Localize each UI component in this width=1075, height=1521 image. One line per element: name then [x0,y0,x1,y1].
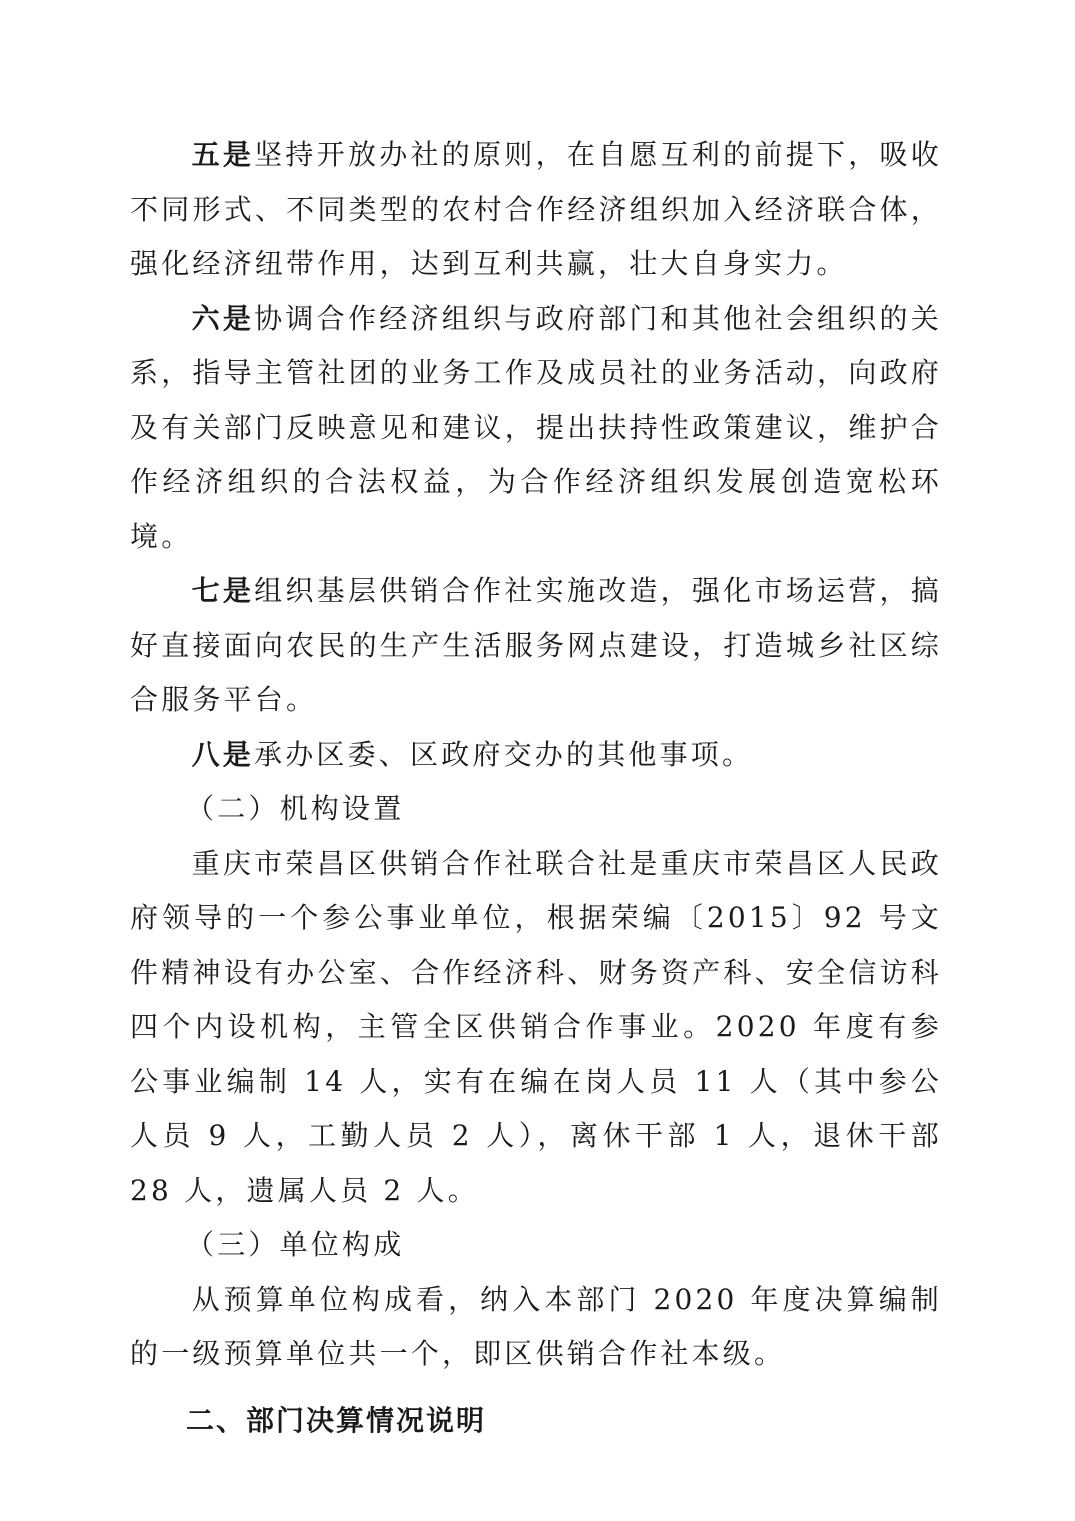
duty-item-6-text: 协调合作经济组织与政府部门和其他社会组织的关系，指导主管社团的业务工作及成员社的业务活动，向政府及有关部门反映意见和建议，提出扶持性政策建议，维护合作经济组织的合法权益，为合作经济组织发展创造宽松环境。 [130,301,942,553]
duty-item-8-lead: 八是 [191,737,254,771]
duty-item-7-lead: 七是 [191,574,255,607]
duty-item-5-lead: 五是 [191,138,255,171]
section-units-text: 从预算单位构成看，纳入本部门 2020 年度决算编制的一级预算单位共一个，即区供销合作社本级。 [130,1282,942,1370]
section-two-heading: 二、部门决算情况说明 [186,1403,487,1437]
section-org-text: 重庆市荣昌区供销合作社联合社是重庆市荣昌区人民政府领导的一个参公事业单位，根据荣编〔2015〕92 号文件精神设有办公室、合作经济科、财务资产科、安全信访科四个内设机构，主管全区供销合作事业。2020 年度有参公事业编制 14 人，实有在编在岗人员 11 人（其中参公人员 9 人，工勤人员 2 人），离休干部 1 人，退休干部 28 人，遗属人员 2 人。 [130,846,942,1207]
duty-item-8 [130,728,942,783]
duty-item-6-lead: 六是 [191,301,255,335]
duty-item-7-text: 组织基层供销合作社实施改造，强化市场运营，搞好直接面向农民的生产生活服务网点建设，打造城乡社区综合服务平台。 [130,574,942,716]
duty-item-5-text: 坚持开放办社的原则，在自愿互利的前提下，吸收不同形式、不同类型的农村合作经济组织加入经济联合体，强化经济纽带作用，达到互利共赢，壮大自身实力。 [130,138,942,280]
duty-item-5 [130,128,942,292]
section-units-heading: （三）单位构成 [186,1228,405,1261]
section-org-heading: （二）机构设置 [186,792,405,825]
duty-item-8-text: 承办区委、区政府交办的其他事项。 [254,737,754,771]
document-page [130,128,942,1448]
duty-item-7 [130,564,942,728]
duty-item-6 [130,292,942,565]
